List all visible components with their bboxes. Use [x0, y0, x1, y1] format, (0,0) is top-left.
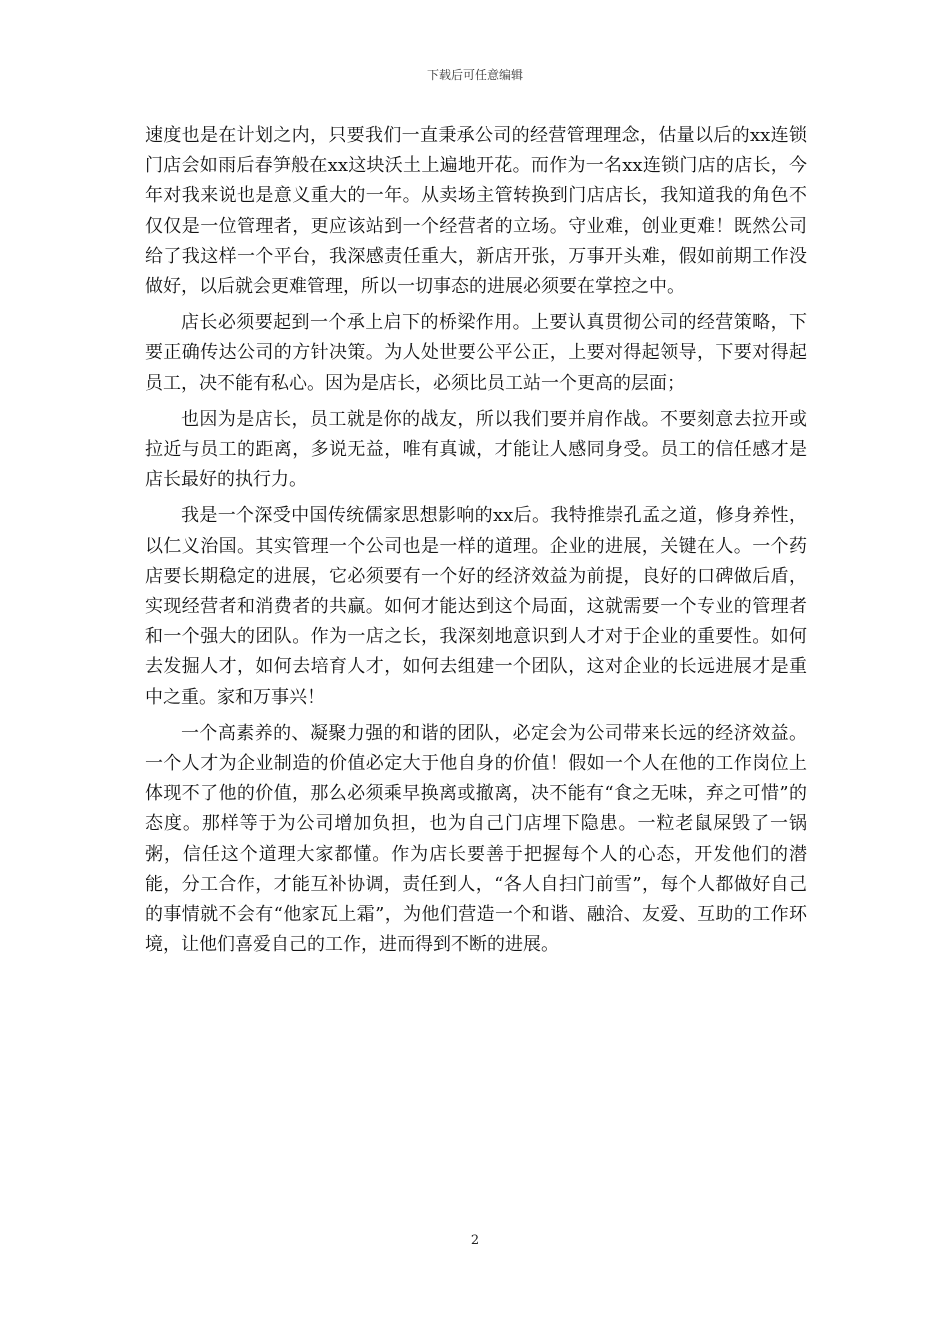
paragraph-continuation: 速度也是在计划之内，只要我们一直秉承公司的经营管理理念，估量以后的xx连锁门店会如雨后春笋般在xx这块沃土上遍地开花。而作为一名xx连锁门店的店长，今年对我来说也是意义重大的一年。从卖场主管转换到门店店长，我知道我的角色不仅仅是一位管理者，更应该站到一个经营者的立场。守业难，创业更难！既然公司给了我这样一个平台，我深感责任重大，新店开张，万事开头难，假如前期工作没做好，以后就会更难管理，所以一切事态的进展必须要在掌控之中。	[145, 125, 807, 298]
document-body	[145, 121, 807, 960]
paragraph: 也因为是店长，员工就是你的战友，所以我们要并肩作战。不要刻意去拉开或拉近与员工的距离，多说无益，唯有真诚，才能让人感同身受。员工的信任感才是店长最好的执行力。	[145, 408, 807, 491]
page-header: 下载后可任意编辑	[426, 68, 523, 82]
paragraph: 一个高素养的、凝聚力强的和谐的团队，必定会为公司带来长远的经济效益。一个人才为企业制造的价值必定大于他自身的价值！假如一个人在他的工作岗位上体现不了他的价值，那么必须乘早换离或撤离，决不能有“食之无味，弃之可惜”的态度。那样等于为公司增加负担，也为自己门店埋下隐患。一粒老鼠屎毁了一锅粥，信任这个道理大家都懂。作为店长要善于把握每个人的心态，开发他们的潜能，分工合作，才能互补协调，责任到人，“各人自扫门前雪”，每个人都做好自己的事情就不会有“他家瓦上霜”，为他们营造一个和谐、融洽、友爱、互助的工作环境，让他们喜爱自己的工作，进而得到不断的进展。	[145, 722, 807, 956]
paragraph: 店长必须要起到一个承上启下的桥梁作用。上要认真贯彻公司的经营策略，下要正确传达公司的方针决策。为人处世要公平公正，上要对得起领导，下要对得起员工，决不能有私心。因为是店长，必须比员工站一个更高的层面；	[145, 312, 807, 394]
paragraph: 我是一个深受中国传统儒家思想影响的xx后。我特推崇孔孟之道，修身养性，以仁义治国。其实管理一个公司也是一样的道理。企业的进展，关键在人。一个药店要长期稳定的进展，它必须要有一个好的经济效益为前提，良好的口碑做后盾，实现经营者和消费者的共赢。如何才能达到这个局面，这就需要一个专业的管理者和一个强大的团队。作为一店之长，我深刻地意识到人才对于企业的重要性。如何去发掘人才，如何去培育人才，如何去组建一个团队，这对企业的长远进展才是重中之重。家和万事兴！	[145, 505, 807, 708]
page-number: 2	[470, 1233, 480, 1248]
